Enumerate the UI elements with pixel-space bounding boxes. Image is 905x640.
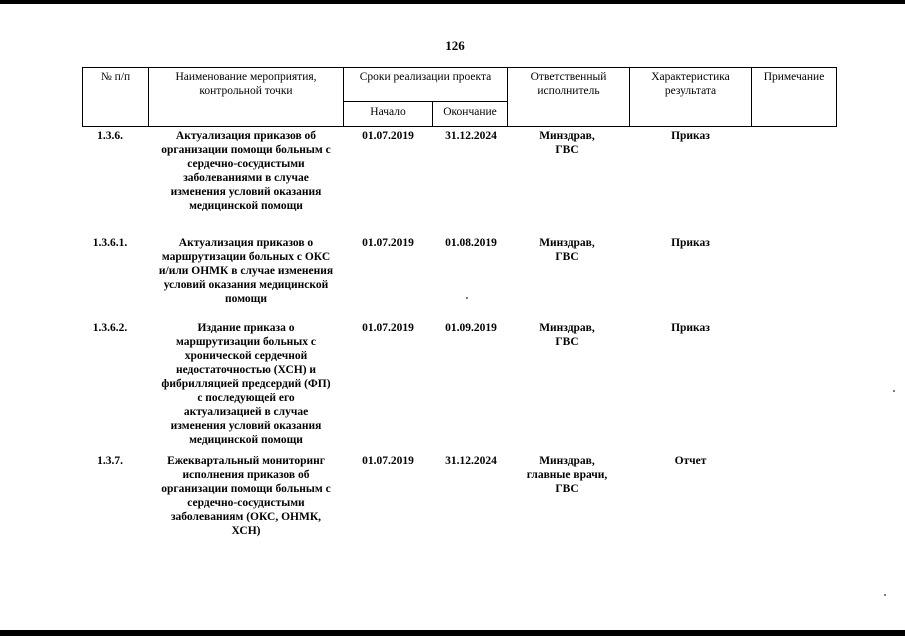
header-sub-line: [343, 101, 507, 102]
row-result: Приказ: [671, 130, 710, 142]
header-result-line: результата: [664, 85, 717, 97]
row-name: [149, 454, 343, 538]
row-name-line: Актуализация приказов о: [178, 237, 314, 249]
row-name-line: и/или ОНМК в случае изменения: [158, 265, 334, 277]
row-name-line: медицинской помощи: [189, 200, 303, 212]
row-resp-line: ГВС: [555, 483, 579, 495]
header-terms: Сроки реализации проекта: [359, 71, 492, 83]
row-start: 01.07.2019: [362, 322, 414, 334]
row-name-line: организации помощи больным с: [161, 144, 331, 156]
row-num: 1.3.6.: [97, 130, 123, 142]
row-name-line: заболеваниями в случае: [183, 172, 309, 184]
row-responsible: [512, 454, 622, 496]
row-name: [149, 321, 343, 447]
top-scan-border: [0, 0, 905, 4]
row-name: [149, 129, 343, 213]
header-top-line: [82, 67, 837, 68]
row-num: 1.3.6.2.: [92, 322, 128, 334]
row-name-line: сердечно-сосудистыми: [187, 158, 305, 170]
scan-speck: [466, 297, 468, 299]
header-start: Начало: [370, 106, 406, 118]
row-name-line: недостаточностью (ХСН) и: [175, 364, 317, 376]
row-end: 01.08.2019: [445, 237, 497, 249]
row-name-line: ХСН): [231, 525, 261, 537]
header-note: Примечание: [763, 71, 825, 83]
header-num: № п/п: [100, 71, 131, 83]
row-responsible: [512, 236, 622, 264]
header-end: Окончание: [443, 106, 497, 118]
row-name: [149, 236, 343, 306]
row-name-line: сердечно-сосудистыми: [187, 497, 305, 509]
row-name-line: маршрутизации больных с: [175, 336, 317, 348]
row-resp-line: ГВС: [555, 336, 579, 348]
header-resp-line: Ответственный: [530, 71, 607, 83]
row-end: 31.12.2024: [445, 455, 497, 467]
row-start: 01.07.2019: [362, 237, 414, 249]
row-name-line: заболеваниям (ОКС, ОНМК,: [170, 511, 322, 523]
row-responsible: [512, 321, 622, 349]
row-resp-line: Минздрав,: [539, 130, 595, 142]
page-number: 126: [445, 38, 465, 53]
row-resp-line: ГВС: [555, 251, 579, 263]
row-num: 1.3.6.1.: [92, 237, 128, 249]
row-name-line: исполнения приказов об: [182, 469, 310, 481]
header-result-line: Характеристика: [651, 71, 730, 83]
row-name-line: Издание приказа о: [197, 322, 295, 334]
scan-speck: [893, 390, 895, 392]
row-name-line: изменения условий оказания: [170, 186, 322, 198]
header-resp-line: исполнитель: [537, 85, 600, 97]
bottom-scan-border: [0, 630, 905, 636]
row-start: 01.07.2019: [362, 130, 414, 142]
row-name-line: организации помощи больным с: [161, 483, 331, 495]
row-resp-line: Минздрав,: [539, 322, 595, 334]
header-name-line: контрольной точки: [199, 85, 293, 97]
col-line-7: [836, 67, 837, 127]
row-name-line: актуализацией в случае: [183, 406, 309, 418]
row-name-line: помощи: [225, 293, 267, 305]
row-name-line: Актуализация приказов об: [175, 130, 317, 142]
row-name-line: хронической сердечной: [184, 350, 308, 362]
header-bottom-line: [82, 126, 837, 127]
row-result: Отчет: [674, 455, 707, 467]
row-name-line: маршрутизации больных с ОКС: [161, 251, 331, 263]
row-resp-line: Минздрав,: [539, 237, 595, 249]
row-resp-line: главные врачи,: [526, 469, 608, 481]
header-name-line: Наименование мероприятия,: [175, 71, 317, 83]
row-result: Приказ: [671, 322, 710, 334]
row-name-line: с последующей его: [197, 392, 295, 404]
row-name-line: изменения условий оказания: [170, 420, 322, 432]
row-end: 01.09.2019: [445, 322, 497, 334]
row-name-line: фибрилляцией предсердий (ФП): [161, 378, 331, 390]
header-result: [630, 70, 751, 98]
row-result: Приказ: [671, 237, 710, 249]
scan-speck: [884, 594, 886, 596]
row-num: 1.3.7.: [97, 455, 123, 467]
header-name: [149, 70, 343, 98]
row-end: 31.12.2024: [445, 130, 497, 142]
row-name-line: медицинской помощи: [189, 434, 303, 446]
header-responsible: [508, 70, 629, 98]
row-resp-line: Минздрав,: [539, 455, 595, 467]
row-name-line: Ежеквартальный мониторинг: [167, 455, 325, 467]
row-resp-line: ГВС: [555, 144, 579, 156]
row-responsible: [512, 129, 622, 157]
row-start: 01.07.2019: [362, 455, 414, 467]
row-name-line: условий оказания медицинской: [163, 279, 329, 291]
